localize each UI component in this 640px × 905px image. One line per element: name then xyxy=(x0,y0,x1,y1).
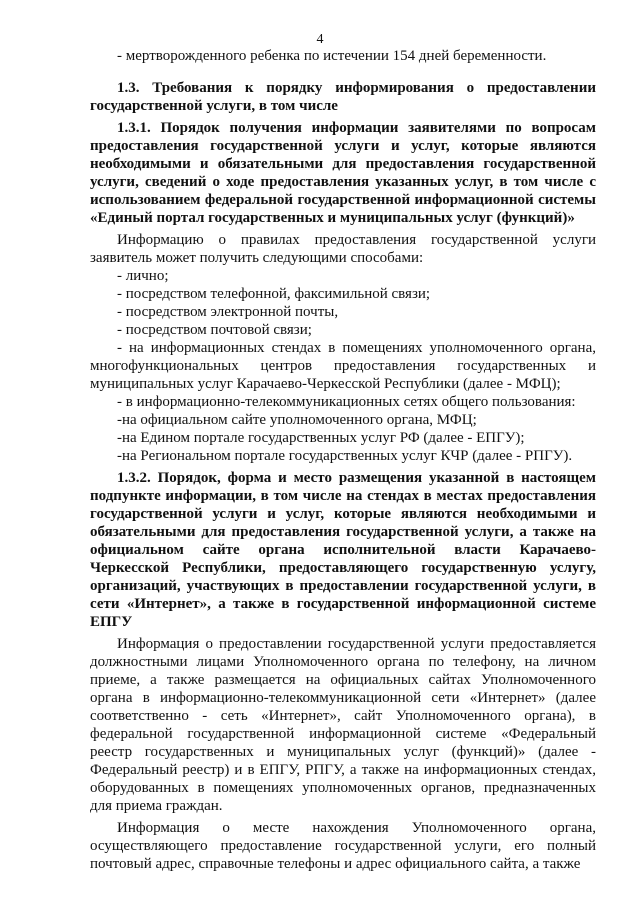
list-item-epgu: -на Едином портале государственных услуг РФ (далее - ЕПГУ); xyxy=(117,430,525,446)
list-item-in-person: - лично; xyxy=(117,268,169,284)
list-item-official-site: -на официальном сайте уполномоченного органа, МФЦ; xyxy=(117,412,477,428)
list-item-postal: - посредством почтовой связи; xyxy=(117,322,312,338)
list-item-rpgu: -на Региональном портале государственных услуг КЧР (далее - РПГУ). xyxy=(117,448,573,464)
subsection-heading-1-3-1: 1.3.1. Порядок получения информации заявителями по вопросам предоставления государственной услуги и услуг, которые являются необходимыми и обязательными для предоставления государственной услуги, сведений о ходе предоставления указанных услуг, в том числе с использованием федеральной государственной информационной системы «Единый портал государственных и муниципальных услуг (функций)» xyxy=(90,120,596,226)
paragraph-location-info: Информация о месте нахождения Уполномоченного органа, осуществляющего предоставление государственной услуги, его полный почтовый адрес, справочные телефоны и адрес официального сайта, а также xyxy=(90,820,596,872)
paragraph-info-methods-intro: Информацию о правилах предоставления государственной услуги заявитель может получить следующими способами: xyxy=(90,232,596,266)
paragraph-stillborn-note: - мертворожденного ребенка по истечении 154 дней беременности. xyxy=(117,48,547,64)
page-number: 4 xyxy=(316,32,324,47)
list-item-email: - посредством электронной почты, xyxy=(117,304,339,320)
document-content xyxy=(90,47,596,873)
list-item-phone-fax: - посредством телефонной, факсимильной связи; xyxy=(117,286,431,302)
subsection-heading-1-3-2: 1.3.2. Порядок, форма и место размещения указанной в настоящем подпункте информации, в том числе на стендах в местах предоставления государственной услуги и услуг, которые являются необходимыми и обязательными для предоставления государственной услуги, а также на официальном сайте органа исполнительной власти Карачаево-Черкесской Республики, предоставляющего государственную услугу, организаций, участвующих в предоставлении государственной услуги, в сети «Интернет», а также в государственной информационной системе ЕПГУ xyxy=(90,470,596,630)
list-item-info-stands: - на информационных стендах в помещениях уполномоченного органа, многофункциональных центров предоставления государственных и муниципальных услуг Карачаево-Черкесской Республики (далее - МФЦ); xyxy=(90,340,596,392)
paragraph-service-info-provision: Информация о предоставлении государственной услуги предоставляется должностными лицами Уполномоченного органа по телефону, на личном приеме, а также размещается на официальных сайтах Уполномоченного органа в информационно-телекоммуникационной сети «Интернет» (далее соответственно - сеть «Интернет», сайт Уполномоченного органа), в федеральной государственной информационной системе «Федеральный реестр государственных и муниципальных услуг (функций)» (далее - Федеральный реестр) и в ЕПГУ, РПГУ, а также на информационных стендах, оборудованных в помещениях уполномоченных органов, предназначенных для приема граждан. xyxy=(90,636,596,814)
list-item-public-networks: - в информационно-телекоммуникационных сетях общего пользования: xyxy=(117,394,576,410)
section-heading-1-3: 1.3. Требования к порядку информирования о предоставлении государственной услуги, в том числе xyxy=(90,80,596,114)
